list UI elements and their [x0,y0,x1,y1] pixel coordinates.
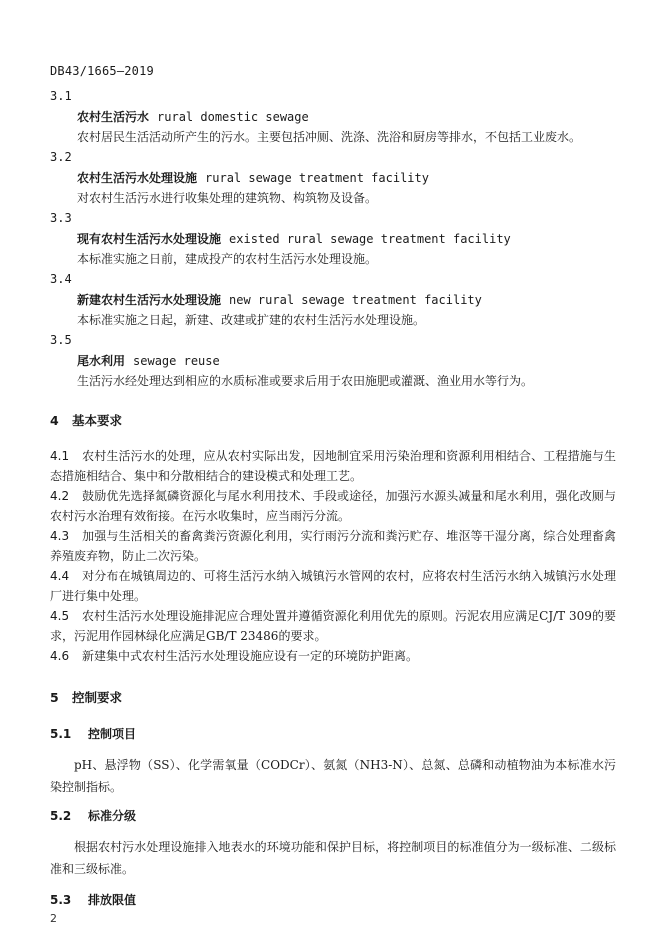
term-definition: 农村居民生活活动所产生的污水。主要包括冲厕、洗涤、洗浴和厨房等排水，不包括工业废水。 [77,130,582,144]
term-definition: 对农村生活污水进行收集处理的建筑物、构筑物及设备。 [77,191,378,205]
clause-4-5 [50,606,616,646]
subsection-title-text: 控制项目 [88,727,137,741]
clause-number: 4.4 [50,569,70,583]
clause-number: 4.1 [50,449,70,463]
subsection-title-text: 排放限值 [88,893,137,907]
term-name-zh: 尾水利用 [77,354,126,368]
clause-text: 农村生活污水处理设施排泥应合理处置并遵循资源化利用优先的原则。污泥农用应满足CJ/T 309的要求，污泥用作园林绿化应满足GB/T 23486的要求。 [50,609,616,643]
term-name-en: sewage reuse [133,354,220,368]
term-number: 3.4 [50,272,72,286]
subsection-5-1-text: pH、悬浮物（SS）、化学需氧量（CODCr）、氨氮（NH3-N）、总氮、总磷和动植物油为本标准水污染控制指标。 [50,758,616,794]
clause-number: 4.5 [50,609,70,623]
term-3-3 [50,208,616,269]
term-definition: 生活污水经处理达到相应的水质标准或要求后用于农田施肥或灌溉、渔业用水等行为。 [77,374,534,388]
term-definition: 本标准实施之日前，建成投产的农村生活污水处理设施。 [77,252,378,266]
clause-4-3 [50,526,616,566]
term-name [50,351,616,371]
term-3-5 [50,330,616,391]
term-number: 3.3 [50,211,72,225]
subsection-number: 5.3 [50,893,72,907]
section-number: 5 [50,690,59,705]
term-number: 3.5 [50,333,72,347]
subsection-5-1-title [50,724,616,744]
subsection-5-2-title [50,806,616,826]
clause-4-6 [50,646,616,666]
term-name-en: existed rural sewage treatment facility [229,232,511,246]
subsection-number: 5.1 [50,727,72,741]
clause-text: 农村生活污水的处理，应从农村实际出发，因地制宜采用污染治理和资源利用相结合、工程措施与生态措施相结合、集中和分散相结合的建设模式和处理工艺。 [50,449,616,483]
term-definition: 本标准实施之日起，新建、改建或扩建的农村生活污水处理设施。 [77,313,426,327]
clause-text: 对分布在城镇周边的、可将生活污水纳入城镇污水管网的农村，应将农村生活污水纳入城镇污水处理厂进行集中处理。 [50,569,616,603]
document-body [50,86,616,910]
clause-4-2 [50,486,616,526]
clause-number: 4.6 [50,649,70,663]
clause-4-1 [50,446,616,486]
clause-number: 4.2 [50,489,70,503]
term-number: 3.2 [50,150,72,164]
term-3-1 [50,86,616,147]
term-name-en: rural sewage treatment facility [205,171,429,185]
subsection-number: 5.2 [50,809,72,823]
term-name-zh: 农村生活污水处理设施 [77,171,198,185]
clause-text: 鼓励优先选择氮磷资源化与尾水利用技术、手段或途径，加强污水源头减量和尾水利用，强化改厕与农村污水治理有效衔接。在污水收集时，应当雨污分流。 [50,489,616,523]
term-name-zh: 现有农村生活污水处理设施 [77,232,222,246]
clause-text: 新建集中式农村生活污水处理设施应设有一定的环境防护距离。 [82,649,419,663]
page-number: 2 [50,912,57,925]
term-name-zh: 农村生活污水 [77,110,150,124]
term-name [50,229,616,249]
clause-number: 4.3 [50,529,70,543]
term-name-zh: 新建农村生活污水处理设施 [77,293,222,307]
clause-4-4 [50,566,616,606]
clause-text: 加强与生活相关的畜禽粪污资源化利用，实行雨污分流和粪污贮存、堆沤等干湿分离，综合处理畜禽养殖废弃物，防止二次污染。 [50,529,616,563]
section-title-text: 控制要求 [72,690,123,705]
term-3-2 [50,147,616,208]
term-name-en: new rural sewage treatment facility [229,293,482,307]
term-number: 3.1 [50,89,72,103]
term-name [50,168,616,188]
subsection-title-text: 标准分级 [88,809,137,823]
term-name [50,290,616,310]
standard-code: DB43/1665—2019 [50,64,154,78]
term-3-4 [50,269,616,330]
subsection-5-2-text: 根据农村污水处理设施排入地表水的环境功能和保护目标，将控制项目的标准值分为一级标准、二级标准和三级标准。 [50,840,616,876]
term-name [50,107,616,127]
section-number: 4 [50,413,59,428]
subsection-5-3-title [50,890,616,910]
term-name-en: rural domestic sewage [157,110,309,124]
section-4-title [50,411,616,431]
section-title-text: 基本要求 [72,413,123,428]
section-5-title [50,688,616,708]
